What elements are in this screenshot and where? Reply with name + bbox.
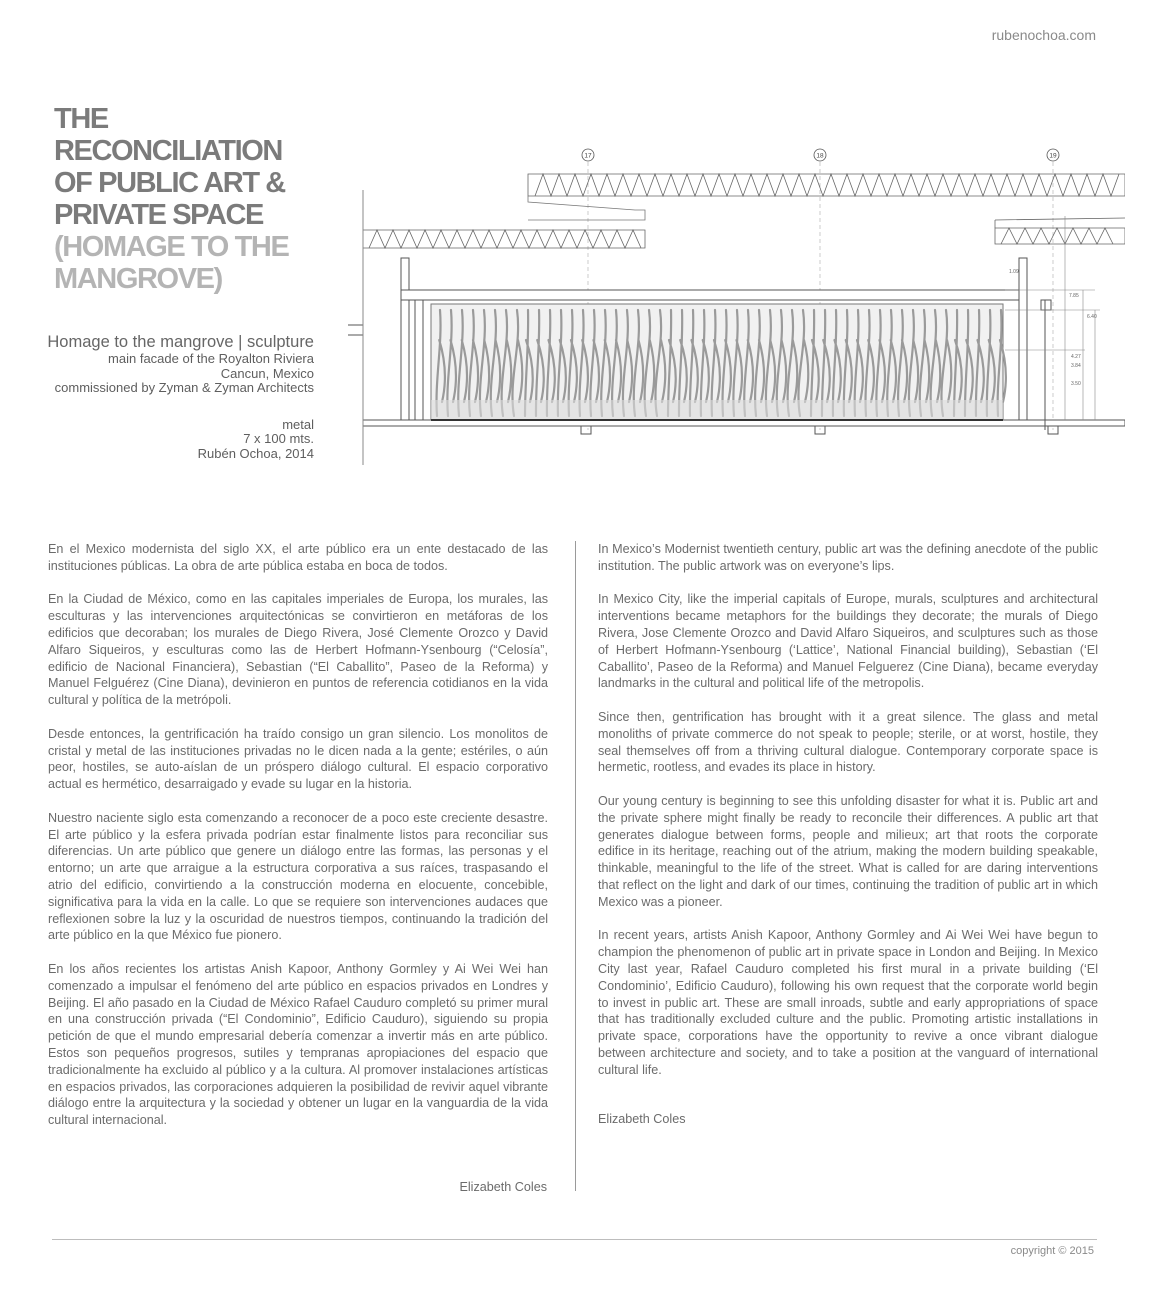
dimension-label: 7.85 — [1069, 293, 1079, 299]
grid-label: 19 — [1049, 152, 1057, 160]
artwork-caption — [47, 332, 314, 461]
page-title — [54, 103, 329, 295]
dimension-label: 4.27 — [1071, 354, 1081, 360]
caption-author-year: Rubén Ochoa, 2014 — [197, 445, 314, 461]
paragraph: In recent years, artists Anish Kapoor, Anthony Gormley and Ai Wei Wei have begun to champion the phenomenon of public art in private space in London and Beijing. In Mexico City last year, Rafael Cauduro completed his first mural in a private building (‘El Condominio’, Edificio Cauduro), following his own request that the corporate world begin to invest in public art. These are small inroads, subtle and early appropriations of space that has traditionally excluded culture and the public. Promoting artistic installations in private space, corporations have the opportunity to revive a once vibrant dialogue between architecture and society, and to take a position at the vanguard of international cultural life. — [598, 928, 1098, 1077]
upper-truss — [528, 174, 1125, 220]
grid-label: 18 — [816, 152, 824, 160]
footer-divider — [52, 1239, 1097, 1240]
paragraph: Our young century is beginning to see this unfolding disaster for what it is. Public art and the private sphere might finally be ready to reconcile their differences. A public art that generates dialogue between forms, people and milieux; art that roots the corporate edifice in its heritage, reaching out of the atrium, making the modern building speakable, thinkable, meaningful to the life of the street. What is called for are daring interventions that reflect on the light and dark of our times, continuing the tradition of public art in which Mexico was a pioneer. — [598, 793, 1098, 909]
paragraph: Desde entonces, la gentrificación ha traído consigo un gran silencio. Los monolitos de cristal y metal de las instituciones privadas no le dicen nada a la gente; estériles, o aún peor, hostiles, se auto-aíslan de un próspero diálogo cultural. El espacio corporativo actual es hermético, desarraigado y evade su lugar en la historia. — [48, 726, 548, 792]
paragraph: En el Mexico modernista del siglo XX, el arte público era un ente destacado de las instituciones públicas. La obra de arte pública estaba en boca de todos. — [48, 542, 548, 573]
caption-city: Cancun, Mexico — [220, 365, 314, 381]
paragraph: In Mexico City, like the imperial capitals of Europe, murals, sculptures and architectural interventions became metaphors for the buildings they decorate; the murals of Diego Rivera, Jose Clemente Orozco and David Alfaro Siqueiros, and sculptures such as those of Herbert Hofmann-Ysenbourg (‘Lattice’, National Financial building), Sebastian (‘El Caballito’, Paseo de la Reforma) and Manuel Felguerez (Cine Diana), became everyday landmarks in the cultural and political life of the metropolis. — [598, 592, 1098, 691]
grid-marker — [1047, 149, 1059, 161]
subtitle-line: MANGROVE) — [54, 263, 222, 295]
grid-label: 17 — [584, 152, 592, 160]
caption-location: main facade of the Royalton Riviera — [108, 351, 314, 366]
paragraph: Nuestro naciente siglo esta comenzando a reconocer de a poco este creciente desastre. El arte público y la esfera privada podrían estar finalmente listos para reconciliar sus diferencias. Un arte público que genere un diálogo entre las formas, las personas y el entorno; un arte que arraigue a la estructura corporativa a sus raíces, traspasando el atrio del edificio, convirtiendo a la construcción moderna en elocuente, concebible, significativa para la vida en la calle. Lo que se requiere son intervenciones audaces que reflexionen sobre la luz y la oscuridad de nuestros tiempos, continuando la tradición del arte público en la que México fue pionero. — [48, 810, 548, 943]
dimension-label: 3.50 — [1071, 381, 1081, 387]
english-text-column — [598, 541, 1098, 1095]
right-truss — [995, 218, 1125, 244]
dimension-label: 6.40 — [1087, 314, 1097, 320]
column-divider — [575, 541, 576, 1191]
lower-left-truss — [363, 230, 645, 248]
grid-marker — [814, 149, 826, 161]
caption-heading: Homage to the mangrove | sculpture — [47, 333, 314, 351]
paragraph: Since then, gentrification has brought with it a great silence. The glass and metal monoliths of private commerce do not speak to people; sterile, or at worst, hostile, they seal themselves off from a thriving cultural dialogue. Contemporary corporate space is hermetic, rootless, and evades its place in history. — [598, 709, 1098, 775]
author-signature-english: Elizabeth Coles — [598, 1112, 686, 1126]
site-url[interactable]: rubenochoa.com — [991, 27, 1096, 43]
paragraph: En los años recientes los artistas Anish Kapoor, Anthony Gormley y Ai Wei Wei han comenzado a impulsar el fenómeno del arte público en espacios privados en Londres y Beijing. El año pasado en la Ciudad de México Rafael Cauduro completó su primer mural en una construcción privada (“El Condominio”, Edificio Cauduro), siguiendo su propia petición de que el mundo empresarial debería comenzar a invertir más en arte público. Estos son pequeños progresos, sutiles y tempranas apropiaciones del espacio que tradicionalmente ha excluido al público y a la cultura. Al promover instalaciones artísticas en espacios privados, las corporaciones adquieren la posibilidad de revivir aquel vibrante diálogo entre la arquitectura y la sociedad y obtener un lugar en la vanguardia de la vida cultural internacional. — [48, 961, 548, 1128]
facade-elevation-drawing — [345, 140, 1125, 470]
title-line: OF PUBLIC ART & — [54, 167, 285, 199]
title-line: RECONCILIATION — [54, 135, 282, 167]
caption-commission: commissioned by Zyman & Zyman Architects — [54, 380, 314, 395]
subtitle-line: (HOMAGE TO THE — [54, 231, 289, 263]
caption-material: metal — [282, 416, 314, 432]
dimension-label: 3.84 — [1071, 363, 1081, 369]
mangrove-sculpture — [431, 304, 1006, 420]
title-line: THE — [54, 103, 108, 135]
author-signature-spanish: Elizabeth Coles — [459, 1180, 547, 1194]
spanish-text-column — [48, 541, 548, 1146]
grid-marker — [582, 149, 594, 161]
paragraph: En la Ciudad de México, como en las capitales imperiales de Europa, los murales, las esculturas y las intervenciones arquitectónicas se convirtieron en metáforas de los edificios que decoraban; los murales de Diego Rivera, José Clemente Orozco y David Alfaro Siqueiros, y esculturas como las de Herbert Hofmann-Ysenbourg (“Celosía”, edificio de Nacional Financiera), Sebastian (“El Caballito”, Paseo de la Reforma) y Manuel Felguérez (Cine Diana), devinieron en puntos de referencia cotidianos en la vida cultural y política de la metrópoli. — [48, 592, 548, 708]
dimension-label: 1.09 — [1009, 269, 1019, 275]
copyright-notice: copyright © 2015 — [1010, 1245, 1094, 1257]
caption-dimensions: 7 x 100 mts. — [243, 431, 314, 446]
paragraph: In Mexico’s Modernist twentieth century, public art was the defining anecdote of the public institution. The public artwork was on everyone’s lips. — [598, 542, 1098, 573]
title-line: PRIVATE SPACE — [54, 199, 263, 231]
